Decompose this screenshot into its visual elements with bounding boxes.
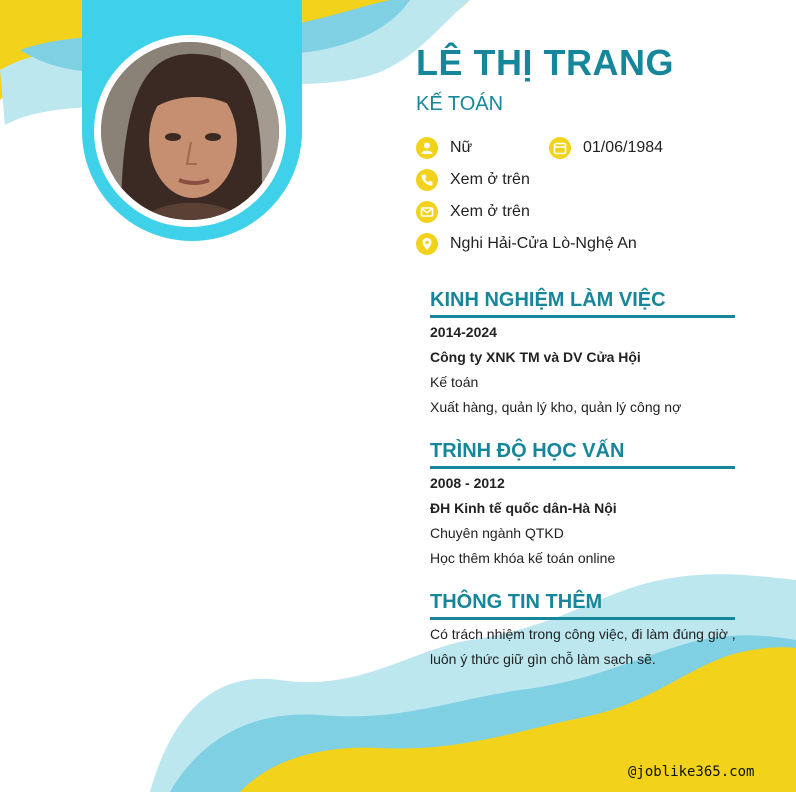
education-major: Chuyên ngành QTKD: [430, 525, 564, 541]
phone-row: [416, 169, 530, 191]
experience-heading: KINH NGHIỆM LÀM VIỆC: [430, 287, 735, 318]
watermark: @joblike365.com: [628, 764, 755, 780]
email-row: [416, 201, 530, 223]
experience-position: Kế toán: [430, 374, 479, 390]
location-pin-icon: [416, 233, 438, 255]
additional-line-2: luôn ý thức giữ gìn chỗ làm sạch sẽ.: [430, 651, 656, 667]
email-value: Xem ở trên: [450, 203, 530, 220]
education-section: [430, 438, 735, 571]
phone-value: Xem ở trên: [450, 171, 530, 188]
additional-heading: THÔNG TIN THÊM: [430, 589, 735, 620]
education-period: 2008 - 2012: [430, 475, 505, 491]
address-value: Nghi Hải-Cửa Lò-Nghệ An: [450, 235, 637, 252]
phone-icon: [416, 169, 438, 191]
experience-period: 2014-2024: [430, 324, 497, 340]
profile-photo: [101, 42, 279, 220]
education-school: ĐH Kinh tế quốc dân-Hà Nội: [430, 500, 617, 516]
portrait-illustration: [101, 42, 279, 220]
dob-row: [549, 137, 663, 159]
gender-row: [416, 137, 472, 159]
education-extra: Học thêm khóa kế toán online: [430, 550, 616, 566]
mail-icon: [416, 201, 438, 223]
experience-company: Công ty XNK TM và DV Cửa Hội: [430, 349, 641, 365]
experience-section: [430, 287, 735, 420]
additional-info-section: [430, 589, 735, 672]
address-row: [416, 233, 637, 255]
additional-line-1: Có trách nhiệm trong công việc, đi làm đúng giờ ,: [430, 626, 736, 642]
calendar-icon: [549, 137, 571, 159]
job-title: KẾ TOÁN: [416, 93, 504, 115]
dob-value: 01/06/1984: [583, 139, 664, 156]
user-icon: [416, 137, 438, 159]
candidate-name: LÊ THỊ TRANG: [416, 42, 674, 83]
gender-value: Nữ: [450, 139, 473, 156]
experience-description: Xuất hàng, quản lý kho, quản lý công nợ: [430, 399, 682, 415]
education-heading: TRÌNH ĐỘ HỌC VẤN: [430, 438, 735, 469]
